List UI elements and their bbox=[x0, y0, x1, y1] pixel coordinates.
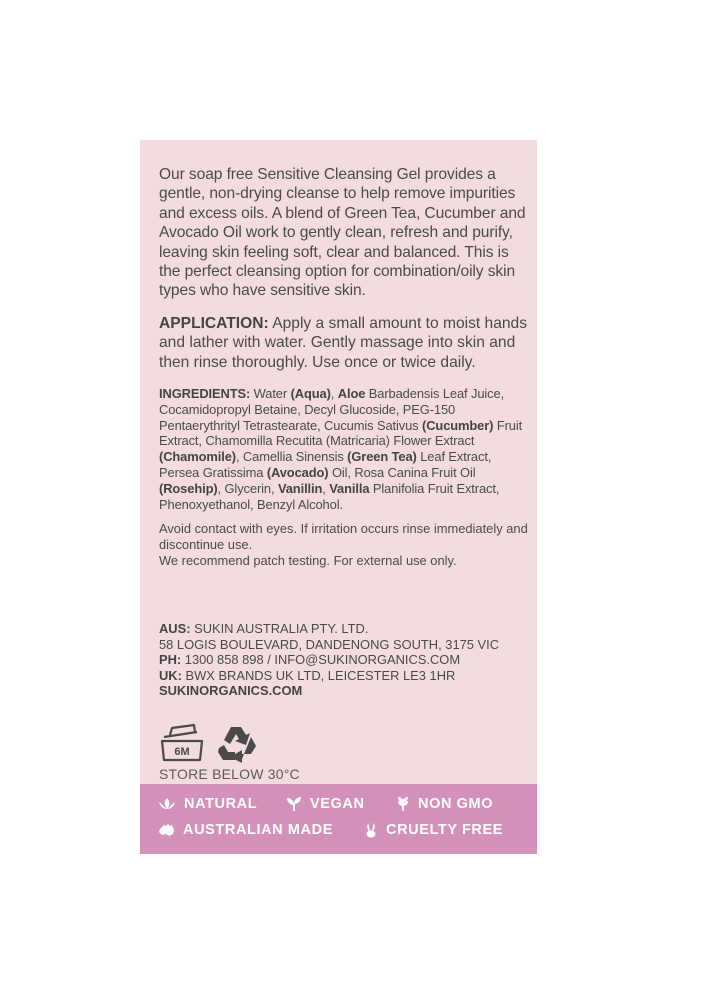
open-jar-icon bbox=[159, 723, 205, 763]
ingredients-text: Leaf Extract, Persea Gratissima bbox=[159, 449, 492, 481]
address-street: 58 LOGIS BOULEVARD, DANDENONG SOUTH, 3175 VIC bbox=[159, 636, 500, 652]
product-claims bbox=[140, 784, 537, 854]
application-text: Apply a small amount to moist hands and lather with water. Gently massage into skin and then rinse thoroughly. Use once or twice daily. bbox=[159, 314, 528, 371]
claim-vegan-label: VEGAN bbox=[310, 796, 365, 812]
australia-map-icon bbox=[158, 823, 175, 838]
ingredient-highlight: Vanilla bbox=[329, 480, 370, 496]
application-instructions bbox=[159, 314, 531, 372]
claim-vegan bbox=[286, 796, 365, 812]
ingredients-text: Water bbox=[250, 386, 291, 402]
ingredients-text: , Glycerin, bbox=[217, 480, 278, 496]
label-body bbox=[159, 165, 531, 569]
ingredient-highlight: Aloe bbox=[337, 386, 366, 402]
address-phone-text: 1300 858 898 / INFO@SUKINORGANICS.COM bbox=[181, 652, 461, 668]
warnings bbox=[159, 521, 531, 568]
warning-eyes: Avoid contact with eyes. If irritation occurs rinse immediately and discontinue use. bbox=[159, 521, 528, 553]
ingredients-text: , bbox=[330, 386, 338, 402]
claim-australian-made-label: AUSTRALIAN MADE bbox=[183, 822, 333, 838]
claim-cruelty-free bbox=[364, 822, 503, 838]
website-text: SUKINORGANICS.COM bbox=[159, 683, 303, 699]
ingredient-highlight: (Rosehip) bbox=[159, 480, 218, 496]
ingredients-text: , bbox=[322, 480, 330, 496]
address-uk-label: UK: bbox=[159, 667, 182, 683]
ingredients-text: Oil, Rosa Canina Fruit Oil bbox=[328, 465, 476, 481]
address-aus bbox=[159, 621, 531, 637]
claim-non-gmo bbox=[396, 796, 493, 812]
address-aus-label: AUS: bbox=[159, 621, 191, 636]
ingredient-highlight: (Chamomile) bbox=[159, 449, 236, 465]
sprout-icon bbox=[286, 796, 302, 812]
application-heading: APPLICATION: bbox=[159, 314, 269, 332]
manufacturer-address bbox=[159, 621, 531, 699]
address-aus-text: SUKIN AUSTRALIA PTY. LTD. bbox=[190, 621, 369, 636]
product-label bbox=[140, 140, 537, 854]
pao-label: 6M bbox=[174, 746, 190, 758]
wheat-icon bbox=[396, 796, 410, 812]
claim-natural-label: NATURAL bbox=[184, 796, 258, 812]
ingredient-highlight: Vanillin bbox=[277, 480, 323, 496]
ingredients-text: Planifolia Fruit Extract, Phenoxyethanol, Benzyl Alcohol. bbox=[159, 480, 500, 512]
claim-cruelty-free-label: CRUELTY FREE bbox=[386, 822, 504, 838]
ingredient-highlight: (Green Tea) bbox=[347, 449, 417, 465]
claim-natural bbox=[158, 796, 257, 812]
warning-patch-test: We recommend patch testing. For external use only. bbox=[159, 553, 457, 569]
address-uk bbox=[159, 668, 531, 684]
bunny-icon bbox=[364, 822, 378, 838]
website bbox=[159, 683, 531, 699]
lotus-icon bbox=[158, 797, 176, 811]
ingredients-heading: INGREDIENTS: bbox=[159, 386, 251, 402]
address-phone bbox=[159, 652, 531, 668]
ingredients-text: Barbadensis Leaf Juice, Cocamidopropyl Betaine, Decyl Glucoside, PEG-150 Pentaerythrityl Tetrastearate, Cucumis Sativus bbox=[159, 386, 505, 433]
ingredients-text: , Camellia Sinensis bbox=[235, 449, 348, 465]
packaging-symbols bbox=[159, 723, 359, 763]
address-phone-label: PH: bbox=[159, 652, 182, 668]
ingredients-list bbox=[159, 386, 531, 512]
claim-australian-made bbox=[158, 822, 333, 838]
product-description: Our soap free Sensitive Cleansing Gel provides a gentle, non-drying cleanse to help remove impurities and excess oils. A blend of Green Tea, Cucumber and Avocado Oil work to gently clean, refresh and purify, leaving skin feeling soft, clear and balanced. This is the perfect cleansing option for combination/oily skin types who have sensitive skin. bbox=[159, 166, 526, 300]
claim-non-gmo-label: NON GMO bbox=[418, 796, 494, 812]
recycle-icon bbox=[215, 723, 261, 765]
ingredient-highlight: (Cucumber) bbox=[422, 417, 494, 433]
address-uk-text: BWX BRANDS UK LTD, LEICESTER LE3 1HR bbox=[181, 667, 456, 683]
ingredient-highlight: (Aqua) bbox=[290, 386, 331, 402]
ingredient-highlight: (Avocado) bbox=[266, 465, 329, 481]
storage-instructions: STORE BELOW 30°C bbox=[159, 766, 300, 782]
ingredients-text: Fruit Extract, Chamomilla Recutita (Matricaria) Flower Extract bbox=[159, 417, 523, 449]
